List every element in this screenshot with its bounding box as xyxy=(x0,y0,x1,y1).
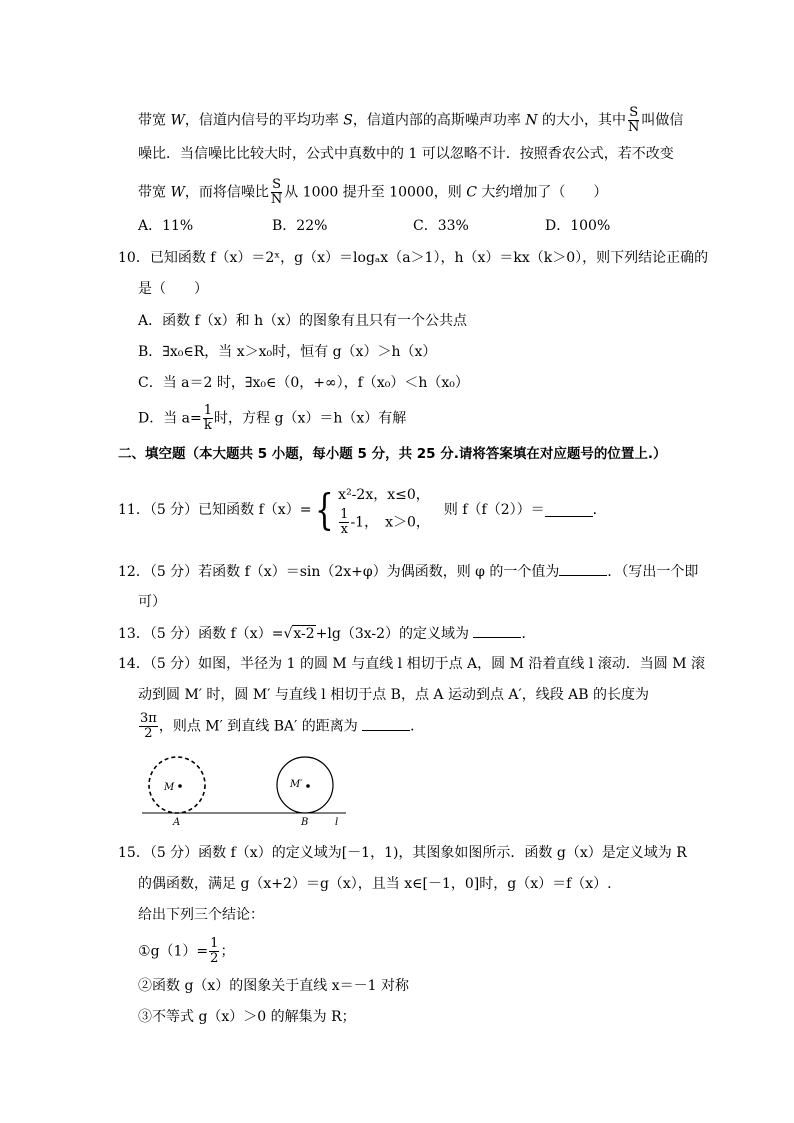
q10-option-b: B．∃x₀∈R，当 x＞x₀时，恒有 g（x）＞h（x） xyxy=(138,344,437,360)
label-m-prime: M′ xyxy=(290,779,303,790)
snr-fraction: $\frac{S}{N}$ xyxy=(628,105,640,135)
label-b: B xyxy=(301,817,309,827)
center-m-prime xyxy=(306,784,310,788)
q11-answer-blank[interactable] xyxy=(545,502,593,517)
q13-answer-blank[interactable] xyxy=(473,623,521,638)
q9-line3: 带宽 W，而将信噪比 $\frac{S}{N}$ 从 1000 提升至 10000，则 C 大约增加了（ ） xyxy=(138,177,608,207)
q14-line2: 动到圆 M′ 时，圆 M′ 与直线 l 相切于点 B，点 A 运动到点 A′，线段 AB 的长度为 xyxy=(138,687,649,703)
q13: 13．（5 分）函数 f（x）=√x-2+lg（3x-2）的定义域为 ． xyxy=(118,623,535,644)
q9-option-c: C．33% xyxy=(413,218,469,234)
q14-answer-blank[interactable] xyxy=(362,716,410,731)
q10-option-a: A．函数 f（x）和 h（x）的图象有且只有一个公共点 xyxy=(138,313,467,329)
q12-answer-blank[interactable] xyxy=(559,561,607,576)
q10-option-d: D．当 a= $\frac{1}{k}$ 时，方程 g（x）＝h（x）有解 xyxy=(138,403,407,433)
q10-stem-line1: 10．已知函数 f（x）＝2ˣ，g（x）＝logₐx（a＞1），h（x）＝kx（k＞0），则下列结论正确的 xyxy=(118,250,709,266)
q10-option-c: C．当 a＝2 时，∃x₀∈（0，+∞），f（x₀）＜h（x₀） xyxy=(138,375,469,391)
q11: 11．（5 分）已知函数 f（x）= { x²-2x，x≤0， $\frac{1}{x}$ -1， x＞0， 则 f（f（2））＝ ． xyxy=(118,484,607,537)
circle-m-dashed xyxy=(149,757,205,813)
q14-line3: $\frac{3\pi}{2}$ ，则点 M′ 到直线 BA′ 的距离为 ． xyxy=(140,711,425,741)
q9-option-a: A．11% xyxy=(138,218,194,234)
label-m: M xyxy=(164,782,175,793)
q9-line1: 带宽 W，信道内信号的平均功率 S，信道内部的高斯噪声功率 N 的大小，其中 $\frac{S}{N}$ 叫做信 xyxy=(138,105,684,135)
circle-m-prime xyxy=(277,757,333,813)
q12-line2: 可） xyxy=(138,594,166,610)
q15-conclusion-3: ③不等式 g（x）＞0 的解集为 R； xyxy=(138,1009,356,1025)
q12-line1: 12．（5 分）若函数 f（x）＝sin（2x+φ）为偶函数，则 φ 的一个值为 ．（写出一个即 xyxy=(118,561,698,582)
section-heading: 二、填空题（本大题共 5 小题，每小题 5 分，共 25 分.请将答案填在对应题号的位置上.） xyxy=(118,446,667,462)
label-a: A xyxy=(173,817,181,827)
q15-line3: 给出下列三个结论： xyxy=(138,907,264,923)
q14-line1: 14．（5 分）如图，半径为 1 的圆 M 与直线 l 相切于点 A，圆 M 沿着直线 l 滚动．当圆 M 滚 xyxy=(118,656,706,672)
q10-stem-line2: 是（ ） xyxy=(138,281,208,297)
q9-line2: 噪比．当信噪比比较大时，公式中真数中的 1 可以忽略不计．按照香农公式，若不改变 xyxy=(138,146,674,162)
q15-line2: 的偶函数，满足 g（x+2）＝g（x），且当 x∈[－1，0]时，g（x）＝f（x）. xyxy=(138,876,612,892)
q9-option-b: B．22% xyxy=(272,218,328,234)
q9-option-d: D．100% xyxy=(545,218,611,234)
center-m xyxy=(178,784,182,788)
rolling-circle-figure xyxy=(140,755,350,827)
label-l: l xyxy=(335,817,339,827)
q15-conclusion-1: ①g（1）= $\frac{1}{2}$ ； xyxy=(138,936,235,966)
q15-conclusion-2: ②函数 g（x）的图象关于直线 x＝－1 对称 xyxy=(138,978,410,994)
q15-line1: 15．（5 分）函数 f（x）的定义域为[－1，1)，其图象如图所示．函数 g（x）是定义域为 R xyxy=(118,845,687,861)
